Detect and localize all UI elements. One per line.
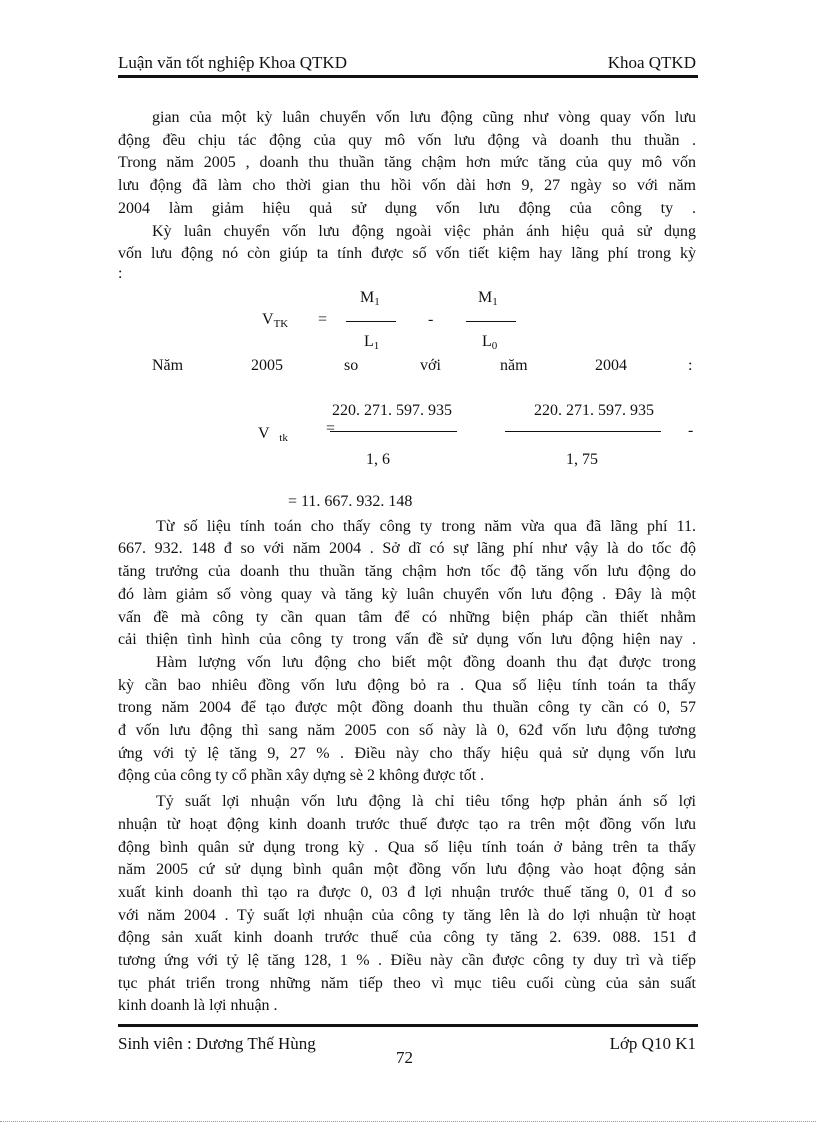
year-word: 2004 (595, 357, 627, 374)
formula-minus: - (428, 311, 434, 328)
text-line: xuất kinh doanh thì tạo ra được 0, 03 đ lợi nhuận trước thuế tăng 0, 01 đ so (118, 884, 696, 901)
year-word: năm (500, 357, 528, 374)
footer-rule (118, 1024, 698, 1027)
text-line: năm 2005 cứ sử dụng bình quân một đồng vốn lưu động vào hoạt động sản (118, 861, 696, 878)
formula-equals: = (318, 311, 328, 328)
text-line: với năm 2004 . Tỷ suất lợi nhuận của công ty tăng lên là do lợi nhuận từ hoạt (118, 907, 696, 924)
text-line: 667. 932. 148 đ so với năm 2004 . Sở dĩ có sự lãng phí như vậy là do tốc độ (118, 540, 696, 557)
text-line: vốn lưu động nó còn giúp ta tính được số vốn tiết kiệm hay lãng phí trong kỳ (118, 245, 696, 262)
year-word: với (420, 357, 441, 374)
text-line: động bình quân sử dụng trong kỳ . Qua số liệu tính toán ở bảng trên ta thấy (118, 839, 696, 856)
formula-lhs: $V_{TK}$ (262, 311, 289, 330)
formula2-result: = 11. 667. 932. 148 (288, 493, 413, 510)
text-line: kinh doanh là lợi nhuận . (118, 997, 278, 1014)
text-line: trong năm 2004 để tạo được một đồng doanh thu thuần công ty cần có 0, 57 (118, 699, 696, 716)
text-line: : (118, 265, 123, 282)
footer-student: Sinh viên : Dương Thế Hùng (118, 1034, 316, 1053)
text-line: đ vốn lưu động thì sang năm 2005 con số này là 0, 62đ vốn lưu động tương (118, 722, 696, 739)
formula2-denominator-1: 1, 6 (366, 451, 390, 468)
formula2-fraction-bar-1 (330, 431, 457, 432)
text-line: 2004 làm giảm hiệu quả sử dụng vốn lưu động của công ty . (118, 200, 696, 217)
text-line: tục phát triển trong những năm tiếp theo vì mục tiêu cuối cùng của sản suất (118, 975, 696, 992)
text-line: tương ứng với tỷ lệ tăng 128, 1 % . Điều này cần được công ty duy trì và tiếp (118, 952, 696, 969)
text-line: động đều chịu tác động của quy mô vốn lưu động và doanh thu thuần . (118, 132, 696, 149)
text-line: tăng trưởng của doanh thu thuần tăng chậm hơn tốc độ tăng vốn lưu động do (118, 563, 696, 580)
year-word: Năm (152, 357, 184, 374)
text-line: kỳ cần bao nhiêu đồng vốn lưu động bỏ ra . Qua số liệu tính toán ta thấy (118, 677, 696, 694)
formula2-denominator-2: 1, 75 (566, 451, 598, 468)
page-number: 72 (396, 1048, 413, 1067)
text-line: động sản xuất kinh doanh trước thuế của công ty tăng 2. 639. 088. 151 đ (118, 929, 696, 946)
text-line: Hàm lượng vốn lưu động cho biết một đồng doanh thu đạt được trong (156, 654, 696, 671)
fraction-bar-1 (346, 321, 396, 322)
text-line: Từ số liệu tính toán cho thấy công ty trong năm vừa qua đã lãng phí 11. (156, 518, 696, 535)
denominator-2: $L_0$ (482, 333, 498, 352)
numerator-2: $M_1$ (478, 289, 498, 308)
numerator-1: $M_1$ (360, 289, 380, 308)
text-line: nhuận từ hoạt động kinh doanh trước thuế được tạo ra trên một đồng vốn lưu (118, 816, 696, 833)
text-line: Trong năm 2005 , doanh thu thuần tăng chậm hơn mức tăng của quy mô vốn (118, 154, 696, 171)
text-line: đó làm giảm số vòng quay và tăng kỳ luân chuyển vốn lưu động . Đây là một (118, 586, 696, 603)
text-line: vấn đề mà công ty cần quan tâm để có những biện pháp cần thiết nhằm (118, 609, 696, 626)
text-line: ứng với tỷ lệ tăng 9, 27 % . Điều này cho thấy hiệu quả sử dụng vốn lưu (118, 745, 696, 762)
text-line: Tỷ suất lợi nhuận vốn lưu động là chỉ tiêu tổng hợp phản ánh số lợi (156, 793, 696, 810)
formula2-numerator-1: 220. 271. 597. 935 (332, 402, 452, 419)
text-line: Kỳ luân chuyển vốn lưu động ngoài việc phản ánh hiệu quả sử dụng (152, 223, 696, 240)
header-right: Khoa QTKD (607, 53, 696, 72)
year-word: : (688, 357, 693, 374)
formula2-minus: - (688, 422, 694, 439)
page-bottom-edge (0, 1121, 816, 1122)
formula2-equals: = (326, 420, 336, 437)
formula2-lhs: V $_{tk}$ (258, 425, 288, 444)
text-line: động của công ty cổ phần xây dựng sè 2 không được tốt . (118, 767, 485, 784)
year-word: 2005 (251, 357, 283, 374)
year-word: so (344, 357, 359, 374)
text-line: cải thiện tình hình của công ty trong vấn đề sử dụng vốn lưu động hiện nay . (118, 631, 696, 648)
formula2-numerator-2: 220. 271. 597. 935 (534, 402, 654, 419)
text-line: gian của một kỳ luân chuyển vốn lưu động cũng như vòng quay vốn lưu (152, 109, 696, 126)
text-line: lưu động đã làm cho thời gian thu hồi vốn dài hơn 9, 27 ngày so với năm (118, 177, 696, 194)
header-rule (118, 75, 698, 78)
denominator-1: $L_1$ (364, 333, 380, 352)
formula2-fraction-bar-2 (505, 431, 661, 432)
header-left: Luận văn tốt nghiệp Khoa QTKD (118, 53, 347, 72)
fraction-bar-2 (466, 321, 516, 322)
footer-class: Lớp Q10 K1 (609, 1034, 696, 1053)
